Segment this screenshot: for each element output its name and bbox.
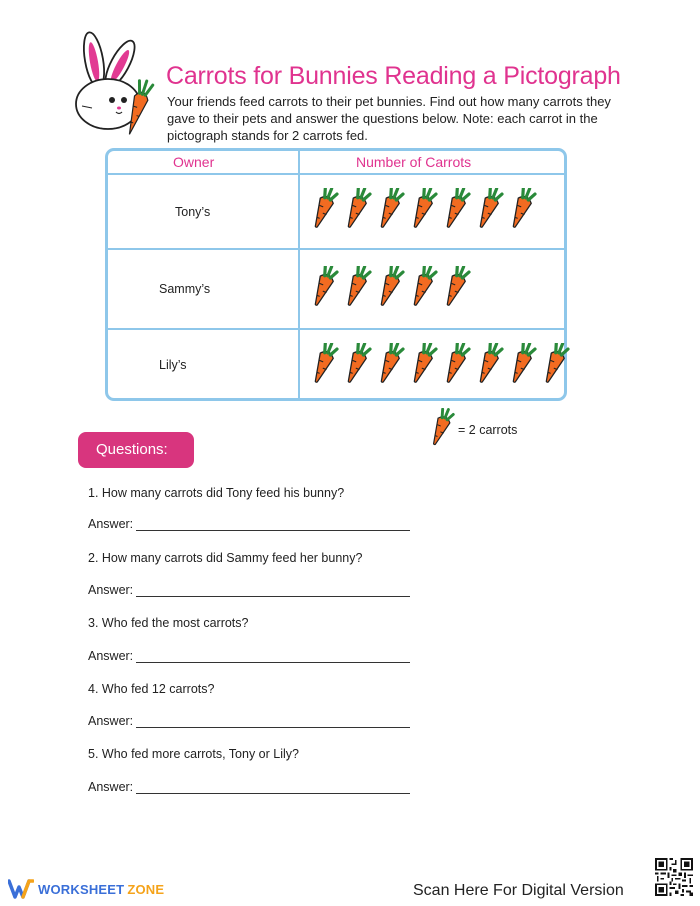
column-divider xyxy=(298,151,300,398)
carrot-row-lily xyxy=(307,343,571,385)
carrot-icon xyxy=(505,343,538,385)
pictograph-key xyxy=(426,408,517,448)
carrot-icon xyxy=(472,188,505,230)
answer-1[interactable] xyxy=(88,517,410,531)
carrot-icon xyxy=(373,188,406,230)
answer-4[interactable] xyxy=(88,714,410,728)
carrot-icon xyxy=(307,188,340,230)
carrot-icon xyxy=(439,266,472,308)
qr-code-icon[interactable] xyxy=(655,858,693,896)
answer-2[interactable] xyxy=(88,583,410,597)
question-1: 1. How many carrots did Tony feed his bunny? xyxy=(88,486,345,500)
answer-label: Answer: xyxy=(88,649,134,663)
question-2: 2. How many carrots did Sammy feed her bunny? xyxy=(88,551,363,565)
answer-5[interactable] xyxy=(88,780,410,794)
answer-label: Answer: xyxy=(88,714,134,728)
pictograph-table xyxy=(105,148,567,401)
question-4: 4. Who fed 12 carrots? xyxy=(88,682,215,696)
answer-line[interactable] xyxy=(136,584,410,597)
answer-line[interactable] xyxy=(136,715,410,728)
questions-badge: Questions: xyxy=(78,432,194,468)
row-divider xyxy=(108,328,564,330)
row-divider xyxy=(108,248,564,250)
carrot-icon xyxy=(439,188,472,230)
logo-w-icon xyxy=(8,878,34,900)
carrot-icon xyxy=(307,266,340,308)
carrot-icon xyxy=(472,343,505,385)
carrot-icon xyxy=(307,343,340,385)
question-3: 3. Who fed the most carrots? xyxy=(88,616,249,630)
bunny-illustration xyxy=(72,28,172,138)
page-title: Carrots for Bunnies Reading a Pictograph xyxy=(166,62,621,90)
answer-3[interactable] xyxy=(88,649,410,663)
carrot-icon xyxy=(505,188,538,230)
intro-text: Your friends feed carrots to their pet bunnies. Find out how many carrots they gave to their pets and answer the questions below. Note: each carrot in the pictograph stands for 2 carrots fed. xyxy=(167,94,611,143)
row-divider xyxy=(108,173,564,175)
carrot-icon xyxy=(406,188,439,230)
carrot-icon xyxy=(340,343,373,385)
carrot-icon xyxy=(406,343,439,385)
question-5: 5. Who fed more carrots, Tony or Lily? xyxy=(88,747,299,761)
brand-name-part2: ZONE xyxy=(127,881,165,897)
brand-name-part1: WORKSHEET xyxy=(38,881,125,897)
carrot-row-sammy xyxy=(307,266,472,308)
header-number-of-carrots: Number of Carrots xyxy=(356,154,472,170)
carrot-icon xyxy=(538,343,571,385)
owner-sammy: Sammy’s xyxy=(159,282,211,296)
carrot-row-tony xyxy=(307,188,538,230)
answer-label: Answer: xyxy=(88,517,134,531)
carrot-icon xyxy=(340,188,373,230)
carrot-icon xyxy=(373,343,406,385)
owner-lily: Lily’s xyxy=(159,358,187,372)
answer-line[interactable] xyxy=(136,650,410,663)
carrot-icon xyxy=(406,266,439,308)
carrot-icon xyxy=(340,266,373,308)
carrot-icon xyxy=(373,266,406,308)
carrot-icon xyxy=(426,408,456,448)
answer-line[interactable] xyxy=(136,518,410,531)
carrot-icon xyxy=(439,343,472,385)
key-label: = 2 carrots xyxy=(458,423,518,437)
answer-label: Answer: xyxy=(88,780,134,794)
header-owner: Owner xyxy=(173,154,215,170)
worksheetzone-logo[interactable] xyxy=(8,878,164,900)
owner-tony: Tony’s xyxy=(175,205,211,219)
scan-text: Scan Here For Digital Version xyxy=(413,882,624,899)
answer-line[interactable] xyxy=(136,781,410,794)
answer-label: Answer: xyxy=(88,583,134,597)
